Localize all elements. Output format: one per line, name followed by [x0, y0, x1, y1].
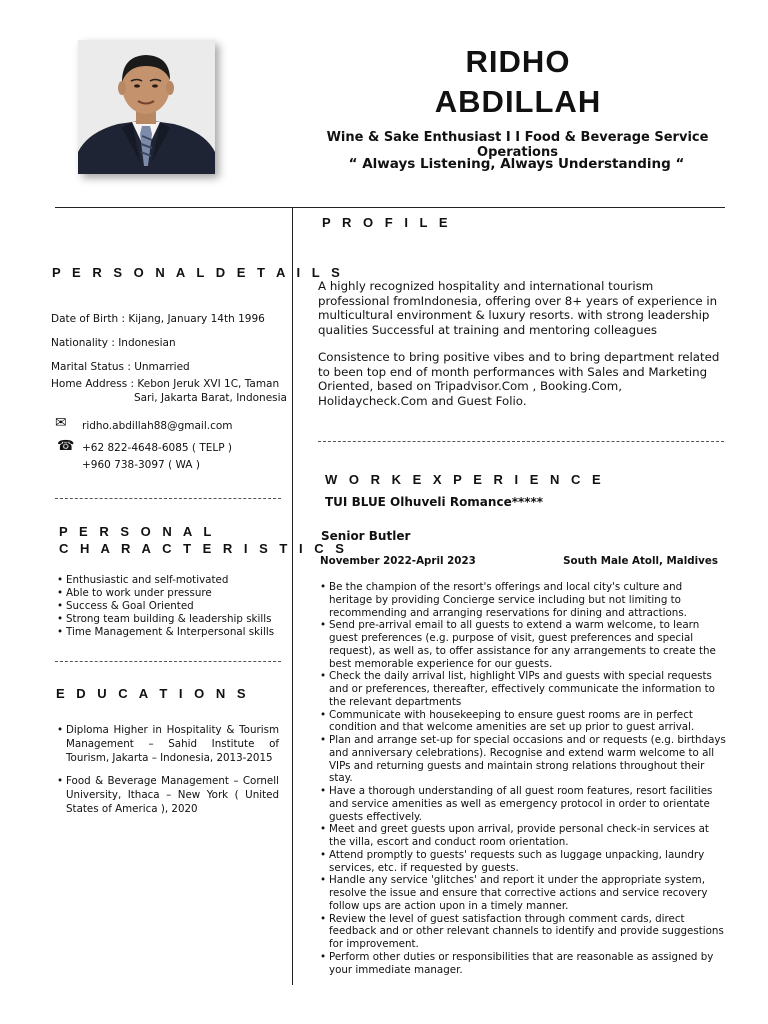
home-address-line-2: Sari, Jakarta Barat, Indonesia — [133, 392, 287, 404]
personal-quote: “ Always Listening, Always Understanding “ — [348, 156, 685, 172]
job-location: South Male Atoll, Maldives — [563, 555, 718, 567]
phone-icon: ☎ — [57, 438, 75, 454]
characteristics-list — [57, 574, 292, 639]
first-name: RIDHO — [465, 44, 571, 79]
list-item: • Plan and arrange set-up for special occasions and or requests (e.g. birthdays and anniversary celebrations). Recognise and extend warm welcome to all VIPs and returning guests and maintain strong relations throughout their stay. — [320, 734, 728, 785]
job-duties-list — [320, 581, 728, 976]
list-item: • Food & Beverage Management – Cornell University, Ithaca – New York ( United States of America ), 2020 — [57, 774, 279, 816]
nationality: Nationality : Indonesian — [51, 337, 176, 349]
list-item: • Enthusiastic and self-motivated — [57, 574, 292, 587]
column-divider — [292, 207, 293, 985]
headline-subtitle: Wine & Sake Enthusiast I I Food & Beverage Service Operations — [326, 130, 709, 160]
personal-details-divider — [55, 498, 281, 499]
list-item: • Meet and greet guests upon arrival, provide personal check-in services at the villa, escort and conduct room orientation. — [320, 823, 728, 849]
header-divider — [55, 207, 725, 208]
education-list — [57, 723, 279, 765]
personal-characteristics-heading-line-2: C H A R A C T E R I S T I C S — [59, 541, 348, 556]
list-item: • Check the daily arrival list, highlight VIPs and guests with special requests and or preferences, thereafter, effectively communicate the information to the relevant departments — [320, 670, 728, 708]
profile-paragraph-2: Consistence to bring positive vibes and to bring department related to been top end of month performances with Sales and Marketing Oriented, based on Tripadvisor.Com , Booking.Com, Holidaycheck.Com and Guest Folio. — [318, 350, 720, 408]
date-of-birth: Date of Birth : Kijang, January 14th 1996 — [51, 313, 265, 325]
profile-paragraph-1: A highly recognized hospitality and international tourism professional fromIndonesia, offering over 8+ years of experience in multicultural environment & luxury resorts. with strong leadership qualities Successful at training and mentoring colleagues — [318, 279, 718, 337]
list-item: • Time Management & Interpersonal skills — [57, 626, 292, 639]
list-item: • Diploma Higher in Hospitality & Tourism Management – Sahid Institute of Tourism, Jakarta – Indonesia, 2013-2015 — [57, 723, 279, 765]
email-address[interactable]: ridho.abdillah88@gmail.com — [82, 420, 233, 432]
list-item: • Success & Goal Oriented — [57, 600, 292, 613]
list-item: • Attend promptly to guests' requests such as luggage unpacking, laundry services, etc. if requested by guests. — [320, 849, 728, 875]
company-name: TUI BLUE Olhuveli Romance***** — [325, 495, 544, 509]
personal-details-heading: P E R S O N A L D E T A I L S — [52, 265, 344, 280]
list-item: • Handle any service 'glitches' and report it under the appropriate system, resolve the issue and ensure that corrective actions and service recovery follow ups are action upon in a timely manner. — [320, 874, 728, 912]
marital-status: Marital Status : Unmarried — [51, 361, 190, 373]
list-item: • Have a thorough understanding of all guest room features, resort facilities and service amenities as well as emergency protocol in order to orientate guests effectively. — [320, 785, 728, 823]
work-experience-heading: W O R K E X P E R I E N C E — [325, 472, 605, 487]
profile-photo — [78, 40, 215, 174]
education-list — [57, 774, 279, 816]
list-item: • Strong team building & leadership skills — [57, 613, 292, 626]
characteristics-divider — [55, 661, 281, 662]
job-period: November 2022-April 2023 — [320, 555, 476, 567]
list-item: • Be the champion of the resort's offerings and local city's culture and heritage by providing Concierge service including but not limiting to recommending and arranging reservations for dining and attractions. — [320, 581, 728, 619]
list-item: • Review the level of guest satisfaction through comment cards, direct feedback and or other relevant channels to identify and provide suggestions for improvement. — [320, 913, 728, 951]
person-portrait-image — [78, 40, 215, 174]
job-position: Senior Butler — [321, 529, 411, 543]
envelope-icon: ✉ — [55, 415, 67, 431]
phone-number-wa: +960 738-3097 ( WA ) — [82, 459, 200, 471]
list-item: • Send pre-arrival email to all guests to extend a warm welcome, to learn guest preferences (e.g. purpose of visit, guest preferences and special request), as well as, to offer assistance for any arrangements to create the best memorable experience for our guests. — [320, 619, 728, 670]
phone-number-telp: +62 822-4648-6085 ( TELP ) — [82, 442, 232, 454]
list-item: • Communicate with housekeeping to ensure guest rooms are in perfect condition and that welcome amenities are set up prior to guest arrival. — [320, 709, 728, 735]
list-item: • Perform other duties or responsibilities that are reasonable as assigned by your immediate manager. — [320, 951, 728, 977]
profile-heading: P R O F I L E — [322, 215, 452, 230]
profile-divider — [318, 441, 724, 442]
last-name: ABDILLAH — [434, 84, 602, 119]
home-address-line-1: Home Address : Kebon Jeruk XVI 1C, Taman — [51, 378, 280, 390]
educations-heading: E D U C A T I O N S — [56, 686, 250, 701]
list-item: • Able to work under pressure — [57, 587, 292, 600]
personal-characteristics-heading-line-1: P E R S O N A L — [59, 524, 216, 539]
